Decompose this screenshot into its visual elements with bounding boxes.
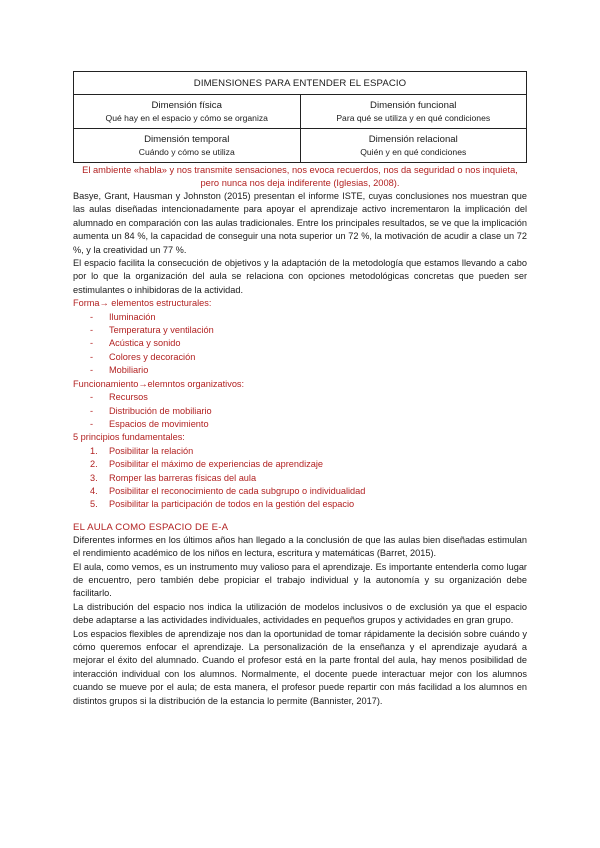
paragraph: Diferentes informes en los últimos años han llegado a la conclusión de que las aulas bien diseñadas estimulan el rendimiento académico de los niños en lectura, escritura y matemáticas (Barret, 2015).	[73, 534, 527, 559]
paragraph: Basye, Grant, Hausman y Johnston (2015) presentan el informe ISTE, cuyas conclusiones nos muestran que las aulas diseñadas intencionadamente para apoyar el aprendizaje activo incrementaron la implicación del alumnado en comparación con las aulas tradicionales. Entre los principales resultados, se ve que la implicación aumenta un 84 %, la capacidad de conseguir una nota superior un 72 %, la motivación de acudir a clase un 72 %, y la creatividad un 77 %.	[73, 191, 528, 255]
list-item: - Iluminación	[90, 311, 527, 324]
funcionamiento-list	[73, 391, 527, 431]
document-page	[73, 71, 527, 708]
table-cell-funcional	[300, 95, 527, 129]
quote: El ambiente «habla» y nos transmite sensaciones, nos evoca recuerdos, nos da seguridad o nos inquieta, pero nunca nos deja indiferente (Iglesias, 2008).	[82, 165, 518, 188]
principios-label: 5 principios fundamentales:	[73, 432, 185, 443]
section-title: EL AULA COMO ESPACIO DE E-A	[73, 521, 229, 533]
cell-subtitle: Qué hay en el espacio y cómo se organiza	[105, 112, 268, 123]
list-text: Posibilitar la participación de todos en la gestión del espacio	[109, 499, 355, 510]
list-text: Posibilitar la relación	[109, 445, 194, 456]
list-number: 4.	[90, 485, 98, 496]
cell-title: Dimensión relacional	[368, 133, 458, 145]
list-text: Romper las barreras físicas del aula	[109, 472, 257, 483]
forma-label: Forma→ elementos estructurales:	[73, 298, 212, 309]
list-item: - Mobiliario	[90, 364, 527, 377]
list-number: 5.	[90, 499, 98, 510]
forma-list	[73, 311, 527, 378]
cell-subtitle: Para qué se utiliza y en qué condiciones	[336, 112, 491, 123]
list-item: - Temperatura y ventilación	[90, 324, 527, 337]
paragraph: Los espacios flexibles de aprendizaje nos dan la oportunidad de tomar rápidamente la decisión sobre cuándo y cómo queremos enfocar el aprendizaje. La personalización de la enseñanza y el aprendizaje ayudará a mejorar el éxito del alumnado. Cuando el profesor está en la parte frontal del aula, hay menos posibilidad de interacción individual con los alumnos. Normalmente, el docente puede interactuar mejor con los alumnos cuando se mueve por el aula; de esta manera, el profesor puede repartir con más facilidad a los alumnos en distintos grupos si la distribución de la estancia lo permite (Bannister, 2017).	[73, 628, 527, 706]
paragraph: La distribución del espacio nos indica la utilización de modelos inclusivos o de exclusión ya que el espacio debe adaptarse a las actividades individuales, actividades en pequeños grupos y actividades en gran grupo.	[73, 601, 527, 626]
list-item	[90, 498, 527, 511]
cell-subtitle: Cuándo y cómo se utiliza	[138, 146, 235, 157]
list-item	[90, 472, 527, 485]
list-item	[90, 485, 527, 498]
paragraph: El aula, como vemos, es un instrumento muy valioso para el aprendizaje. Es importante entenderla como lugar de encuentro, pero también debe propiciar el trabajo individual y la autonomía y su organización debe facilitarlo.	[73, 561, 527, 599]
cell-title: Dimensión temporal	[144, 133, 230, 145]
table-header: DIMENSIONES PARA ENTENDER EL ESPACIO	[74, 72, 527, 95]
cell-title: Dimensión funcional	[370, 99, 457, 111]
paragraph: El espacio facilita la consecución de objetivos y la adaptación de la metodología que estamos llevando a cabo por lo que la organización del aula se relaciona con opciones metodológicas concretas que pueden ser estimulantes o inhibidoras de la actividad.	[73, 258, 527, 295]
list-item: - Espacios de movimiento	[90, 418, 527, 431]
principios-list	[73, 445, 527, 512]
list-item: - Distribución de mobiliario	[90, 405, 527, 418]
list-text: Posibilitar el máximo de experiencias de aprendizaje	[109, 459, 323, 470]
table-cell-temporal	[74, 129, 301, 163]
cell-title: Dimensión física	[151, 99, 222, 111]
list-item	[90, 445, 527, 458]
list-item: - Colores y decoración	[90, 351, 527, 364]
list-item: - Recursos	[90, 391, 527, 404]
list-text: Posibilitar el reconocimiento de cada subgrupo o individualidad	[109, 485, 366, 496]
list-item: - Acústica y sonido	[90, 337, 527, 350]
cell-subtitle: Quién y en qué condiciones	[360, 146, 467, 157]
table-cell-fisica	[74, 95, 301, 129]
list-item	[90, 458, 527, 471]
list-number: 1.	[90, 445, 98, 456]
list-number: 3.	[90, 472, 98, 483]
table-cell-relacional	[300, 129, 527, 163]
funcionamiento-label: Funcionamiento→elemntos organizativos:	[73, 378, 245, 389]
dimensions-table	[73, 71, 527, 163]
list-number: 2.	[90, 459, 98, 470]
